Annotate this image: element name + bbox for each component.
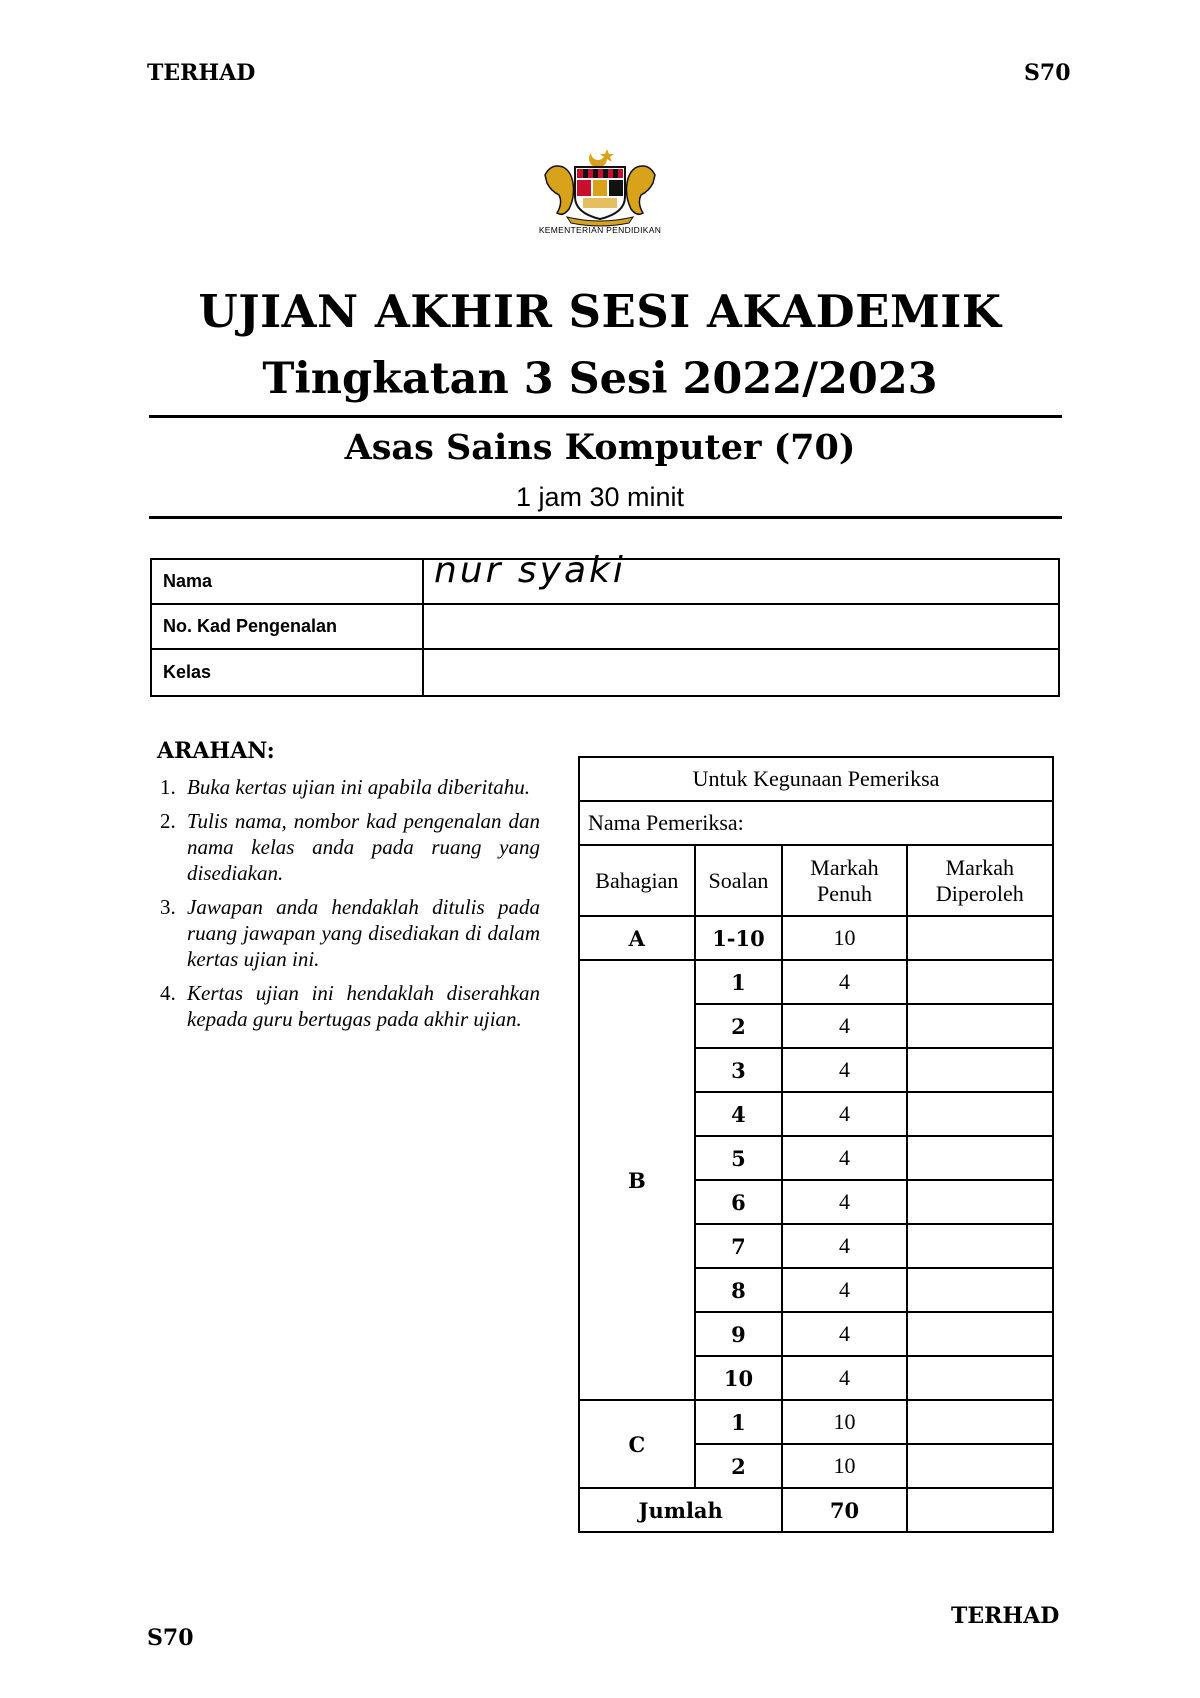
total-full-marks: 70 bbox=[782, 1488, 906, 1532]
full-marks-cell: 4 bbox=[782, 1004, 906, 1048]
obtained-marks-cell[interactable] bbox=[907, 1400, 1053, 1444]
instruction-item bbox=[160, 808, 540, 886]
obtained-marks-cell[interactable] bbox=[907, 916, 1053, 960]
class-label: Kelas bbox=[152, 650, 424, 695]
full-marks-cell: 4 bbox=[782, 1180, 906, 1224]
exam-duration: 1 jam 30 minit bbox=[515, 482, 685, 512]
coat-of-arms-icon bbox=[527, 147, 673, 227]
instruction-item bbox=[160, 774, 540, 800]
total-label: Jumlah bbox=[579, 1488, 782, 1532]
title-divider bbox=[149, 415, 1062, 418]
instruction-text: Buka kertas ujian ini apabila diberitahu. bbox=[187, 775, 530, 799]
section-c-label: C bbox=[579, 1400, 695, 1488]
obtained-marks-cell[interactable] bbox=[907, 1048, 1053, 1092]
instruction-text: Kertas ujian ini hendaklah diserahkan kepada guru bertugas pada akhir ujian. bbox=[187, 981, 540, 1031]
full-marks-cell: 10 bbox=[782, 1400, 906, 1444]
full-marks-cell: 4 bbox=[782, 1048, 906, 1092]
footer-code: S70 bbox=[147, 1625, 194, 1651]
question-number: 10 bbox=[695, 1356, 783, 1400]
instructions-list bbox=[160, 774, 540, 1040]
question-number: 9 bbox=[695, 1312, 783, 1356]
instruction-number: 3. bbox=[160, 895, 176, 919]
question-number: 2 bbox=[695, 1004, 783, 1048]
instruction-item bbox=[160, 980, 540, 1032]
handwritten-name: nur syaki bbox=[434, 550, 626, 591]
column-header-section: Bahagian bbox=[579, 845, 695, 916]
instruction-number: 4. bbox=[160, 981, 176, 1005]
instruction-text: Jawapan anda hendaklah ditulis pada ruang jawapan yang disediakan di dalam kertas ujian ini. bbox=[187, 895, 540, 971]
name-label: Nama bbox=[152, 560, 424, 603]
full-marks-cell: 4 bbox=[782, 1224, 906, 1268]
full-marks-cell: 4 bbox=[782, 960, 906, 1004]
subject-title: Asas Sains Komputer (70) bbox=[344, 427, 856, 468]
column-header-full-marks: Markah Penuh bbox=[782, 845, 906, 916]
student-info-row bbox=[152, 605, 1058, 650]
class-field[interactable] bbox=[424, 650, 1058, 695]
instruction-text: Tulis nama, nombor kad pengenalan dan nama kelas anda pada ruang yang disediakan. bbox=[187, 809, 540, 885]
column-header-obtained: Markah Diperoleh bbox=[907, 845, 1053, 916]
student-info-row bbox=[152, 550, 1058, 605]
question-number: 1 bbox=[695, 960, 783, 1004]
student-info-row bbox=[152, 650, 1058, 695]
instructions-title: ARAHAN: bbox=[157, 738, 275, 764]
obtained-marks-cell[interactable] bbox=[907, 1180, 1053, 1224]
ic-number-label: No. Kad Pengenalan bbox=[152, 605, 424, 648]
full-marks-cell: 10 bbox=[782, 916, 906, 960]
total-obtained-cell[interactable] bbox=[907, 1488, 1053, 1532]
full-marks-cell: 10 bbox=[782, 1444, 906, 1488]
student-info-table bbox=[150, 550, 1060, 697]
question-number: 7 bbox=[695, 1224, 783, 1268]
question-number: 8 bbox=[695, 1268, 783, 1312]
question-number: 6 bbox=[695, 1180, 783, 1224]
question-number: 4 bbox=[695, 1092, 783, 1136]
full-marks-cell: 4 bbox=[782, 1356, 906, 1400]
name-field[interactable] bbox=[424, 550, 1058, 603]
full-marks-cell: 4 bbox=[782, 1092, 906, 1136]
obtained-marks-cell[interactable] bbox=[907, 1312, 1053, 1356]
obtained-marks-cell[interactable] bbox=[907, 1224, 1053, 1268]
obtained-marks-cell[interactable] bbox=[907, 1004, 1053, 1048]
header-classification: TERHAD bbox=[147, 60, 256, 86]
instruction-number: 2. bbox=[160, 809, 176, 833]
crest-caption: KEMENTERIAN PENDIDIKAN bbox=[538, 225, 662, 235]
subject-divider bbox=[149, 516, 1062, 519]
full-marks-cell: 4 bbox=[782, 1268, 906, 1312]
ic-number-field[interactable] bbox=[424, 605, 1058, 648]
question-number: 5 bbox=[695, 1136, 783, 1180]
question-number: 1 bbox=[695, 1400, 783, 1444]
footer-classification: TERHAD bbox=[951, 1603, 1060, 1629]
exam-title: UJIAN AKHIR SESI AKADEMIK bbox=[198, 285, 1002, 338]
obtained-marks-cell[interactable] bbox=[907, 1092, 1053, 1136]
full-marks-cell: 4 bbox=[782, 1136, 906, 1180]
question-number: 2 bbox=[695, 1444, 783, 1488]
question-number: 3 bbox=[695, 1048, 783, 1092]
examiner-table-title: Untuk Kegunaan Pemeriksa bbox=[579, 757, 1053, 801]
header-code: S70 bbox=[1024, 60, 1071, 86]
examiner-table bbox=[578, 756, 1054, 1533]
question-number: 1-10 bbox=[695, 916, 783, 960]
full-marks-cell: 4 bbox=[782, 1312, 906, 1356]
column-header-question: Soalan bbox=[695, 845, 783, 916]
section-b-label: B bbox=[579, 960, 695, 1400]
ministry-crest-logo bbox=[527, 147, 673, 243]
obtained-marks-cell[interactable] bbox=[907, 1444, 1053, 1488]
obtained-marks-cell[interactable] bbox=[907, 1136, 1053, 1180]
section-a-label: A bbox=[579, 916, 695, 960]
instruction-item bbox=[160, 894, 540, 972]
obtained-marks-cell[interactable] bbox=[907, 960, 1053, 1004]
instruction-number: 1. bbox=[160, 775, 176, 799]
obtained-marks-cell[interactable] bbox=[907, 1268, 1053, 1312]
obtained-marks-cell[interactable] bbox=[907, 1356, 1053, 1400]
exam-session: Tingkatan 3 Sesi 2022/2023 bbox=[262, 354, 938, 404]
examiner-name-field[interactable]: Nama Pemeriksa: bbox=[579, 801, 1053, 845]
